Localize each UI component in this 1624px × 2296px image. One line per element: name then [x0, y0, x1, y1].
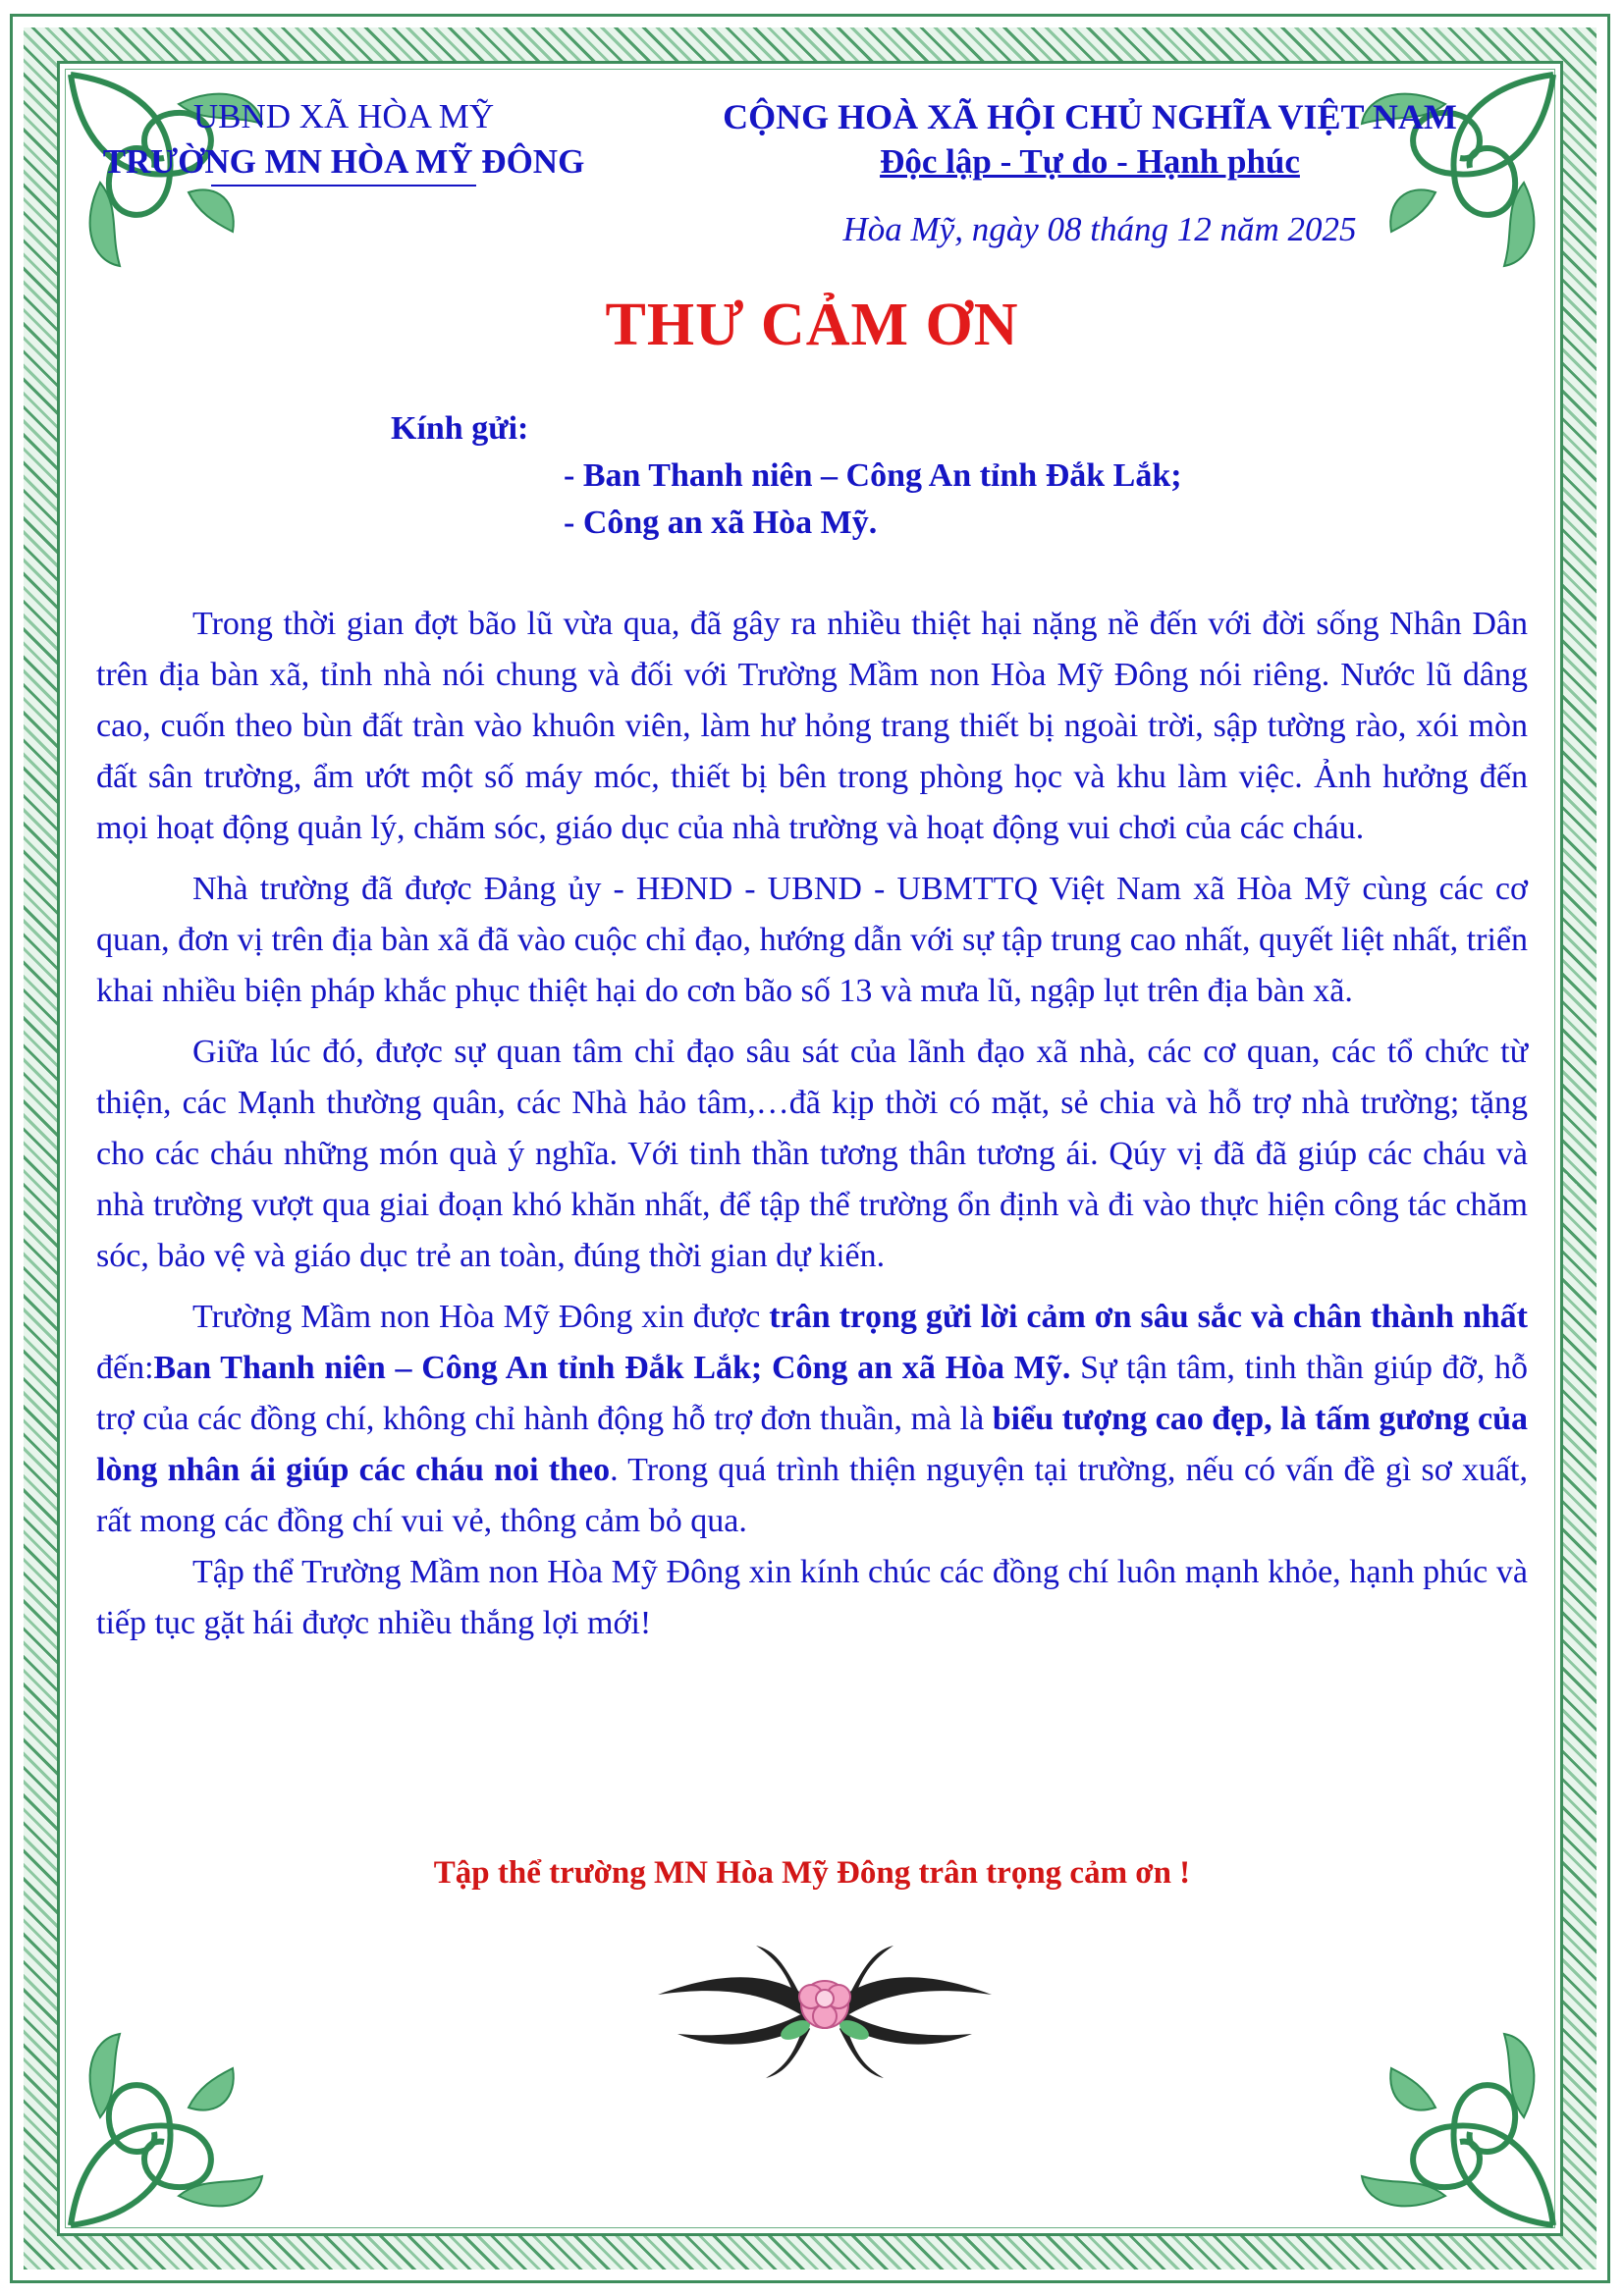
p4-text-e: Sự tận tâm, tinh thần giúp đỡ, hỗ trợ của các đồng chí, không chỉ hành động hỗ trợ đơn thuần, mà là [96, 1350, 1528, 1437]
p4-bold-recipients: Ban Thanh niên – Công An tỉnh Đắk Lắk; Công an xã Hòa Mỹ. [153, 1350, 1071, 1386]
letter-title: THƯ CẢM ƠN [605, 292, 1019, 358]
closing-line: Tập thể trường MN Hòa Mỹ Đông trân trọng cảm ơn ! [433, 1855, 1191, 1891]
paragraph-4 [96, 1292, 1528, 1547]
p4-text-a: Trường Mầm non Hòa Mỹ Đông xin được [192, 1299, 770, 1335]
paragraph-3: Giữa lúc đó, được sự quan tâm chỉ đạo sâu sát của lãnh đạo xã nhà, các cơ quan, các tổ chức từ thiện, các Mạnh thường quân, các Nhà hảo tâm,…đã kịp thời có mặt, sẻ chia và hỗ trợ nhà trường; tặng cho các cháu những món quà ý nghĩa. Với tinh thần tương thân tương ái. Qúy vị đã đã giúp các cháu và nhà trường vượt qua giai đoạn khó khăn nhất, để tập thể trường ổn định và đi vào thực hiện công tác chăm sóc, bảo vệ và giáo dục trẻ an toàn, đúng thời gian dự kiến. [96, 1034, 1528, 1274]
recipients-label: Kính gửi: [391, 410, 529, 447]
paragraph-2: Nhà trường đã được Đảng ủy - HĐND - UBND - UBMTTQ Việt Nam xã Hòa Mỹ cùng các cơ quan, đơn vị trên địa bàn xã đã vào cuộc chỉ đạo, hướng dẫn với sự tập trung cao nhất, quyết liệt nhất, triển khai nhiều biện pháp khắc phục thiệt hại do cơn bão số 13 và mưa lũ, ngập lụt trên địa bàn xã. [96, 871, 1528, 1009]
recipient-2: - Công an xã Hòa Mỹ. [564, 505, 878, 541]
nation-header [628, 94, 1551, 185]
org-line-1: UBND XÃ HÒA MỸ [192, 97, 495, 135]
rose-flourish-icon [638, 1936, 1011, 2083]
letter-body [96, 599, 1528, 1659]
paragraph-1: Trong thời gian đợt bão lũ vừa qua, đã gây ra nhiều thiệt hại nặng nề đến với đời sống Nhân Dân trên địa bàn xã, tỉnh nhà nói chung và đối với Trường Mầm non Hòa Mỹ Đông nói riêng. Nước lũ dâng cao, cuốn theo bùn đất tràn vào khuôn viên, làm hư hỏng trang thiết bị ngoài trời, sập tường rào, xói mòn đất sân trường, ẩm ướt một số máy móc, thiết bị bên trong phòng học và khu làm việc. Ảnh hưởng đến mọi hoạt động quản lý, chăm sóc, giáo dục của nhà trường và hoạt động vui chơi của các cháu. [96, 606, 1528, 846]
letter-date: Hòa Mỹ, ngày 08 tháng 12 năm 2025 [842, 210, 1357, 248]
org-underline [211, 185, 476, 187]
paragraph-5: Tập thể Trường Mầm non Hòa Mỹ Đông xin kính chúc các đồng chí luôn mạnh khỏe, hạnh phúc và tiếp tục gặt hái được nhiều thắng lợi mới! [96, 1554, 1528, 1641]
p4-text-c: đến: [96, 1350, 154, 1386]
p4-text-g: . Trong quá trình thiện nguyện tại trường, nếu có vấn đề gì sơ xuất, rất mong các đồng chí vui vẻ, thông cảm bỏ qua. [96, 1452, 1528, 1539]
organization-header [59, 94, 628, 187]
p4-bold-thanks: trân trọng gửi lời cảm ơn sâu sắc và chân thành nhất [769, 1299, 1528, 1335]
nation-line-1: CỘNG HOÀ XÃ HỘI CHỦ NGHĨA VIỆT NAM [723, 97, 1457, 136]
nation-motto: Độc lập - Tự do - Hạnh phúc [880, 142, 1300, 181]
recipient-1: - Ban Thanh niên – Công An tỉnh Đắk Lắk; [564, 457, 1182, 494]
org-line-2: TRƯỜNG MN HÒA MỸ ĐÔNG [102, 142, 585, 181]
p4-bold-symbol: biểu tượng cao đẹp, là tấm gương của lòng nhân ái giúp các cháu noi theo [96, 1401, 1528, 1488]
